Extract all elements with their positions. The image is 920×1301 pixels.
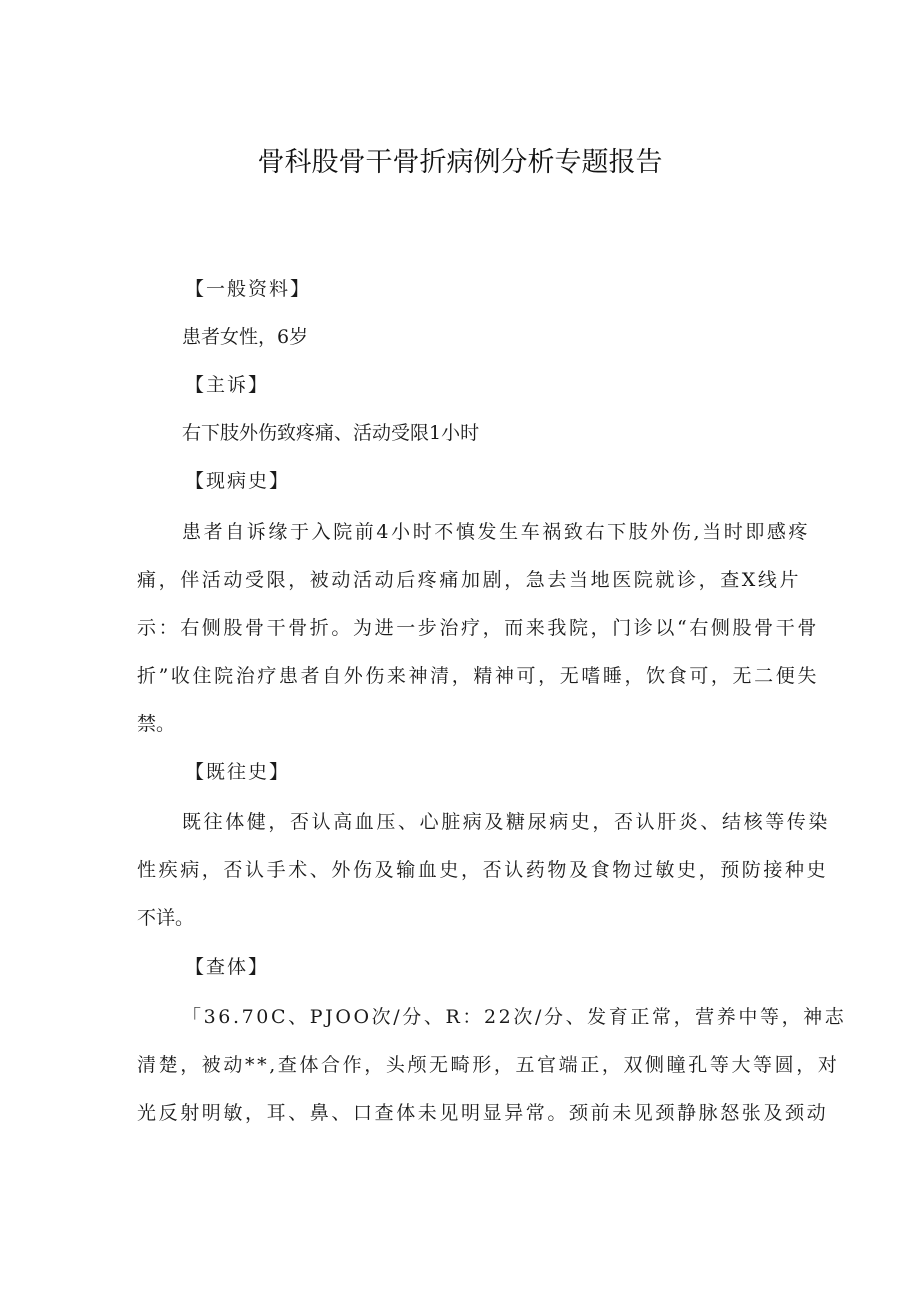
document-title: 骨科股骨干骨折病例分析专题报告 xyxy=(257,147,663,178)
past-history-line: 性疾病，否认手术、外伤及输血史，否认药物及食物过敏史，预防接种史 xyxy=(137,859,829,881)
past-history-line: 不详。 xyxy=(137,907,195,929)
present-illness-line: 患者自诉缘于入院前4小时不慎发生车祸致右下肢外伤,当时即感疼 xyxy=(182,521,811,543)
present-illness-line: 折”收住院治疗患者自外伤来神清，精神可，无嗜睡，饮食可，无二便失 xyxy=(137,665,819,687)
present-illness-line: 禁。 xyxy=(137,713,176,735)
physical-exam-line: 「36.70C、PJOO次/分、R：22次/分、发育正常，营养中等，神志 xyxy=(182,1006,847,1028)
past-history-line: 既往体健，否认高血压、心脏病及糖尿病史，否认肝炎、结核等传染 xyxy=(182,811,831,833)
section-heading-general-info: 【一般资料】 xyxy=(185,278,312,300)
physical-exam-line: 光反射明敏，耳、鼻、口查体未见明显异常。颈前未见颈静脉怒张及颈动 xyxy=(137,1102,829,1124)
section-heading-chief-complaint: 【主诉】 xyxy=(185,374,270,396)
section-heading-past-history: 【既往史】 xyxy=(185,761,291,783)
general-info-text: 患者女性，6岁 xyxy=(182,326,309,348)
present-illness-line: 痛，伴活动受限，被动活动后疼痛加剧，急去当地医院就诊，查X线片 xyxy=(137,569,802,591)
present-illness-line: 示：右侧股骨干骨折。为进一步治疗，而来我院，门诊以“右侧股骨干骨 xyxy=(137,617,819,639)
chief-complaint-text: 右下肢外伤致疼痛、活动受限1小时 xyxy=(182,422,480,444)
physical-exam-line: 清楚，被动**,查体合作，头颅无畸形，五官端正，双侧瞳孔等大等圆，对 xyxy=(137,1054,840,1076)
section-heading-present-illness: 【现病史】 xyxy=(185,470,291,492)
section-heading-physical-exam: 【查体】 xyxy=(185,956,270,978)
